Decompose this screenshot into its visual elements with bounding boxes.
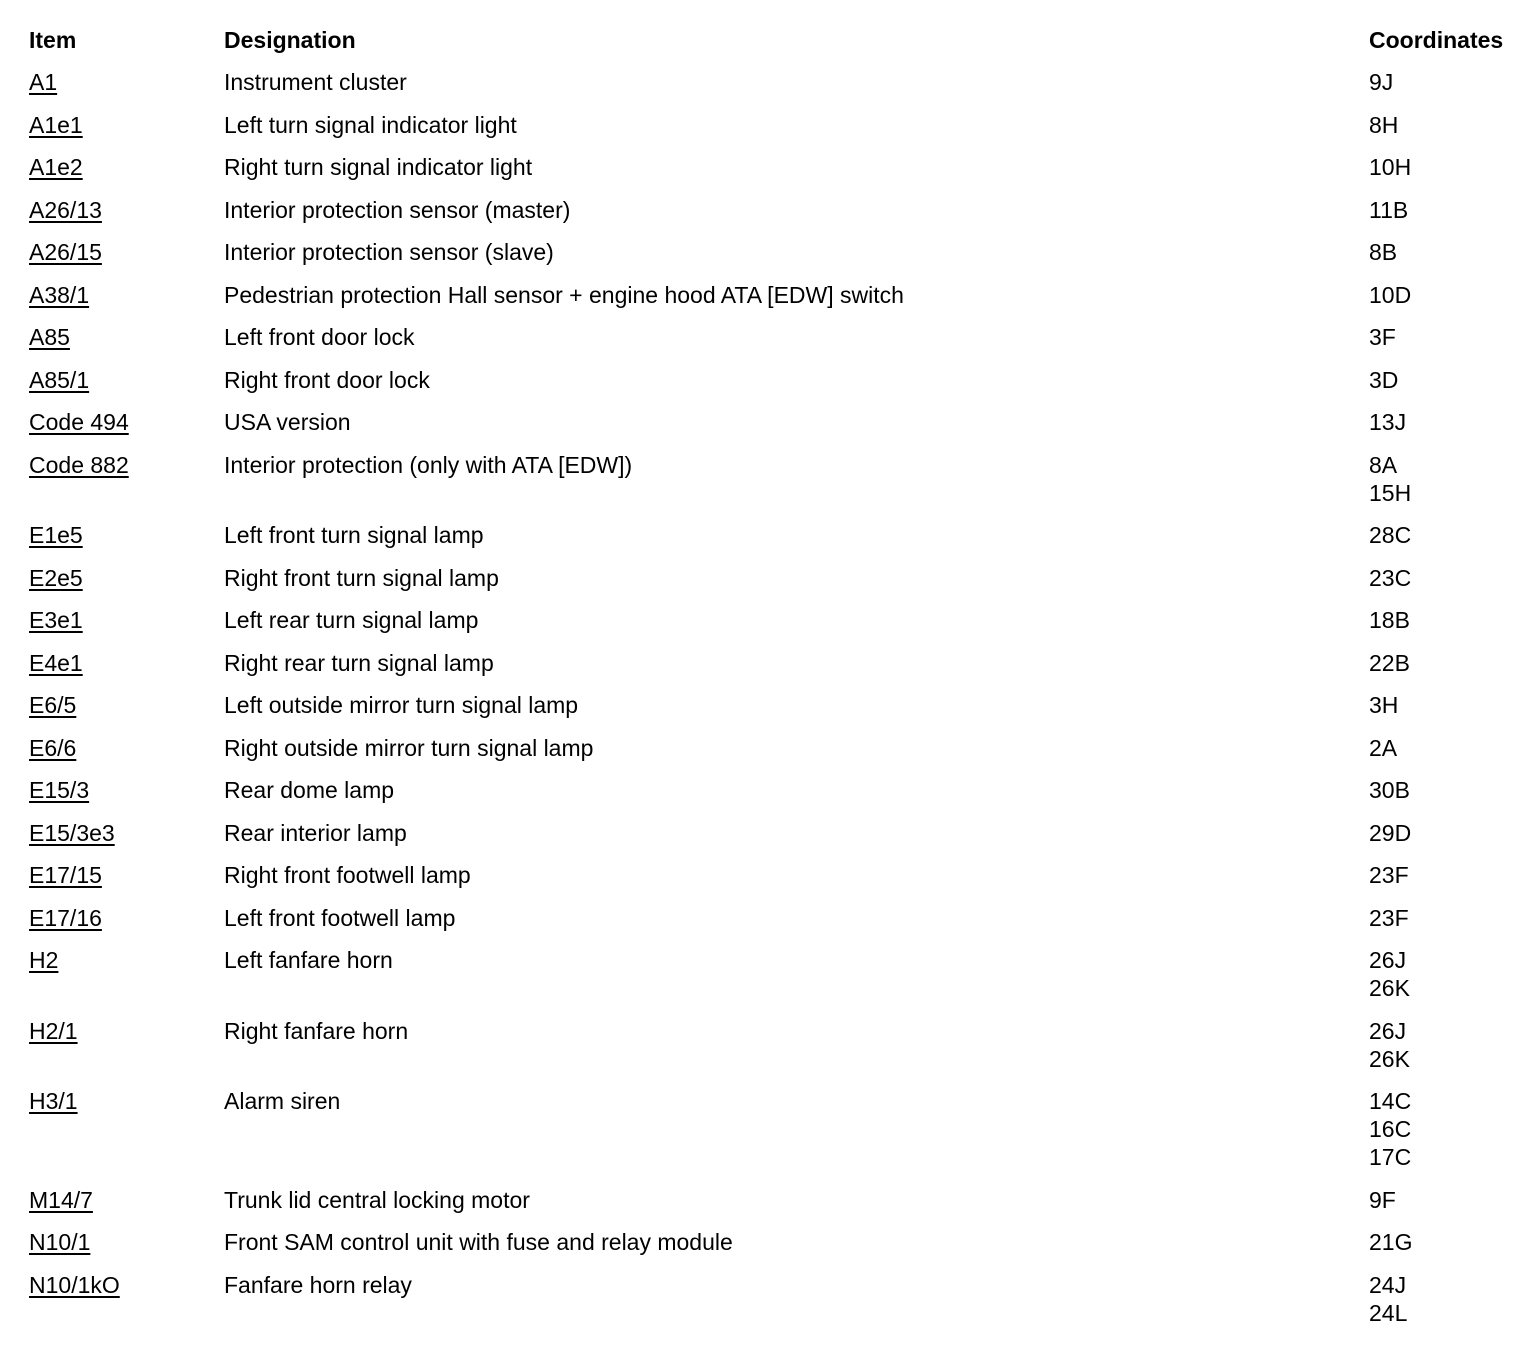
coordinates-cell <box>1369 451 1529 507</box>
item-cell <box>29 734 224 762</box>
table-row <box>29 776 1529 804</box>
table-row <box>29 904 1529 932</box>
designation-cell: Right turn signal indicator light <box>224 154 533 180</box>
table-row <box>29 606 1529 634</box>
item-link[interactable]: E6/6 <box>29 734 77 761</box>
item-cell <box>29 153 224 181</box>
item-cell <box>29 946 224 974</box>
coordinates-cell <box>1369 366 1529 394</box>
coordinates-cell <box>1369 408 1529 436</box>
item-link[interactable]: Code 494 <box>29 409 129 435</box>
item-cell <box>29 1271 224 1299</box>
table-row <box>29 1017 1529 1073</box>
coordinates-cell <box>1369 1228 1529 1256</box>
coordinate-value: 3D <box>1369 366 1399 393</box>
component-legend-table <box>29 26 1529 1341</box>
designation-cell: Interior protection sensor (slave) <box>224 239 554 265</box>
item-cell <box>29 196 224 224</box>
designation-cell: Pedestrian protection Hall sensor + engine hood ATA [EDW] switch <box>224 281 904 308</box>
item-link[interactable]: E3e1 <box>29 607 83 633</box>
table-row <box>29 1186 1529 1214</box>
coordinate-value: 21G <box>1369 1229 1413 1255</box>
table-row <box>29 153 1529 181</box>
coordinates-cell <box>1369 1271 1529 1327</box>
coordinate-value: 3H <box>1369 692 1399 718</box>
designation-cell: Left outside mirror turn signal lamp <box>224 692 579 718</box>
designation-cell: Right outside mirror turn signal lamp <box>224 734 594 761</box>
item-cell <box>29 904 224 932</box>
table-row <box>29 366 1529 394</box>
coordinates-column-header: Coordinates <box>1369 27 1504 53</box>
table-row <box>29 564 1529 592</box>
table-row <box>29 861 1529 889</box>
coordinates-cell <box>1369 1087 1529 1171</box>
coordinates-cell <box>1369 564 1529 592</box>
coordinate-value: 28C <box>1369 522 1412 548</box>
coordinate-value: 8A <box>1369 451 1398 478</box>
coordinates-cell <box>1369 904 1529 932</box>
designation-cell: Left front door lock <box>224 324 415 350</box>
item-cell <box>29 323 224 351</box>
item-link[interactable]: A85/1 <box>29 366 90 393</box>
item-cell <box>29 111 224 139</box>
coordinate-value: 24J <box>1369 1271 1407 1298</box>
item-cell <box>29 451 224 479</box>
designation-cell: Left front footwell lamp <box>224 904 456 931</box>
coordinate-value: 26K <box>1369 975 1410 1001</box>
coordinate-value: 26J <box>1369 947 1407 973</box>
designation-cell: Left front turn signal lamp <box>224 522 484 548</box>
coordinates-cell <box>1369 1017 1529 1073</box>
coordinate-value: 22B <box>1369 649 1410 676</box>
item-link[interactable]: A26/15 <box>29 239 102 265</box>
item-link[interactable]: A1e2 <box>29 154 83 180</box>
coordinate-value: 24L <box>1369 1299 1408 1326</box>
designation-cell: Interior protection (only with ATA [EDW]) <box>224 451 633 478</box>
designation-cell: Fanfare horn relay <box>224 1271 412 1298</box>
designation-cell: USA version <box>224 409 351 435</box>
coordinate-value: 9J <box>1369 69 1394 95</box>
table-row <box>29 1087 1529 1171</box>
coordinate-value: 17C <box>1369 1144 1412 1170</box>
coordinates-cell <box>1369 281 1529 309</box>
coordinate-value: 26J <box>1369 1017 1407 1044</box>
coordinate-value: 16C <box>1369 1116 1412 1142</box>
item-cell <box>29 606 224 634</box>
coordinates-cell <box>1369 238 1529 266</box>
table-row <box>29 111 1529 139</box>
item-cell <box>29 649 224 677</box>
designation-cell: Right front turn signal lamp <box>224 564 499 591</box>
designation-cell: Front SAM control unit with fuse and relay module <box>224 1229 733 1255</box>
designation-cell: Left rear turn signal lamp <box>224 607 479 633</box>
coordinates-cell <box>1369 734 1529 762</box>
item-cell <box>29 819 224 847</box>
item-cell <box>29 521 224 549</box>
item-link[interactable]: E1e5 <box>29 522 83 548</box>
item-link[interactable]: A26/13 <box>29 196 102 223</box>
designation-column-header: Designation <box>224 27 356 53</box>
designation-cell: Left turn signal indicator light <box>224 111 517 138</box>
table-row <box>29 408 1529 436</box>
coordinate-value: 18B <box>1369 607 1410 633</box>
item-link[interactable]: H2 <box>29 947 59 973</box>
item-column-header: Item <box>29 27 77 53</box>
coordinates-cell <box>1369 111 1529 139</box>
item-link[interactable]: E17/16 <box>29 904 102 931</box>
designation-cell: Right fanfare horn <box>224 1017 409 1044</box>
item-link[interactable]: E6/5 <box>29 692 77 718</box>
table-row <box>29 734 1529 762</box>
coordinates-cell <box>1369 68 1529 96</box>
designation-cell: Rear interior lamp <box>224 819 407 846</box>
item-link[interactable]: A85 <box>29 324 70 350</box>
coordinates-cell <box>1369 196 1529 224</box>
item-link[interactable]: Code 882 <box>29 451 129 478</box>
designation-cell: Interior protection sensor (master) <box>224 196 571 223</box>
coordinate-value: 11B <box>1369 196 1409 223</box>
item-link[interactable]: E15/3e3 <box>29 819 115 846</box>
designation-cell: Alarm siren <box>224 1088 341 1114</box>
item-link[interactable]: N10/1 <box>29 1229 91 1255</box>
coordinate-value: 29D <box>1369 819 1412 846</box>
item-link[interactable]: A38/1 <box>29 281 90 308</box>
item-link[interactable]: E17/15 <box>29 862 102 888</box>
item-link[interactable]: N10/1kO <box>29 1271 120 1298</box>
designation-cell: Instrument cluster <box>224 69 407 95</box>
table-header <box>29 26 1529 54</box>
item-cell <box>29 691 224 719</box>
item-link[interactable]: H3/1 <box>29 1088 78 1114</box>
coordinates-cell <box>1369 521 1529 549</box>
coordinates-cell <box>1369 819 1529 847</box>
item-cell <box>29 238 224 266</box>
table-row <box>29 946 1529 1002</box>
item-link[interactable]: A1 <box>29 69 58 95</box>
designation-cell: Right front footwell lamp <box>224 862 471 888</box>
coordinates-cell <box>1369 691 1529 719</box>
coordinates-cell <box>1369 649 1529 677</box>
item-link[interactable]: E15/3 <box>29 777 90 803</box>
coordinate-value: 23F <box>1369 904 1409 931</box>
item-cell <box>29 861 224 889</box>
table-row <box>29 238 1529 266</box>
item-link[interactable]: A1e1 <box>29 111 83 138</box>
item-cell <box>29 408 224 436</box>
coordinate-value: 23F <box>1369 862 1409 888</box>
coordinates-cell <box>1369 946 1529 1002</box>
table-row <box>29 691 1529 719</box>
table-row <box>29 521 1529 549</box>
table-row <box>29 819 1529 847</box>
designation-cell: Left fanfare horn <box>224 947 393 973</box>
designation-cell: Trunk lid central locking motor <box>224 1186 530 1213</box>
coordinate-value: 26K <box>1369 1045 1410 1072</box>
coordinates-cell <box>1369 606 1529 634</box>
item-cell <box>29 1017 224 1045</box>
table-row <box>29 451 1529 507</box>
item-cell <box>29 564 224 592</box>
coordinates-cell <box>1369 153 1529 181</box>
item-cell <box>29 281 224 309</box>
item-link[interactable]: E4e1 <box>29 649 83 676</box>
table-row <box>29 323 1529 351</box>
item-cell <box>29 68 224 96</box>
coordinate-value: 2A <box>1369 734 1398 761</box>
item-link[interactable]: E2e5 <box>29 564 83 591</box>
item-cell <box>29 1228 224 1256</box>
item-cell <box>29 1186 224 1214</box>
coordinate-value: 23C <box>1369 564 1412 591</box>
item-link[interactable]: M14/7 <box>29 1186 93 1213</box>
table-row <box>29 68 1529 96</box>
coordinate-value: 9F <box>1369 1186 1396 1213</box>
table-row <box>29 196 1529 224</box>
coordinate-value: 15H <box>1369 479 1412 506</box>
table-row <box>29 1228 1529 1256</box>
table-row <box>29 281 1529 309</box>
coordinate-value: 8H <box>1369 111 1399 138</box>
table-row <box>29 1271 1529 1327</box>
item-link[interactable]: H2/1 <box>29 1017 78 1044</box>
table-body <box>29 68 1529 1327</box>
coordinates-cell <box>1369 861 1529 889</box>
coordinate-value: 3F <box>1369 324 1396 350</box>
designation-cell: Rear dome lamp <box>224 777 395 803</box>
coordinates-cell <box>1369 1186 1529 1214</box>
item-cell <box>29 776 224 804</box>
coordinate-value: 10H <box>1369 154 1412 180</box>
coordinates-cell <box>1369 776 1529 804</box>
designation-cell: Right rear turn signal lamp <box>224 649 494 676</box>
item-cell <box>29 366 224 394</box>
coordinate-value: 8B <box>1369 239 1398 265</box>
coordinates-cell <box>1369 323 1529 351</box>
coordinate-value: 30B <box>1369 777 1410 803</box>
table-row <box>29 649 1529 677</box>
designation-cell: Right front door lock <box>224 366 430 393</box>
coordinate-value: 10D <box>1369 281 1412 308</box>
coordinate-value: 14C <box>1369 1088 1412 1114</box>
item-cell <box>29 1087 224 1115</box>
coordinate-value: 13J <box>1369 409 1407 435</box>
